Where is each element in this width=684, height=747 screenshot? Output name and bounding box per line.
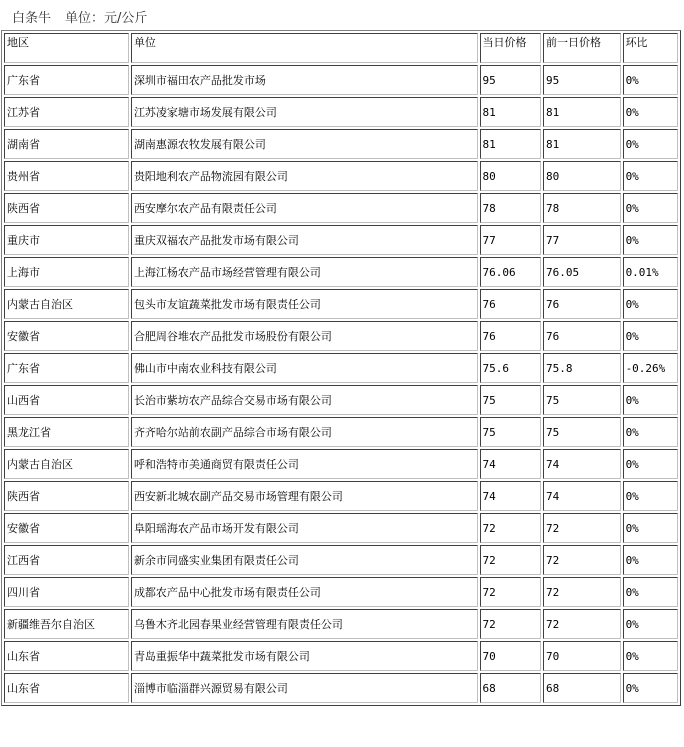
cell-prev-price: 75: [543, 385, 621, 415]
cell-prev-price: 74: [543, 481, 621, 511]
table-caption: [12, 9, 147, 29]
table-row: [4, 257, 678, 287]
cell-today-price: 80: [480, 161, 541, 191]
cell-today-price: 70: [480, 641, 541, 671]
cell-today-price: 75: [480, 417, 541, 447]
header-today-price: 当日价格: [480, 33, 541, 63]
cell-today-price: 81: [480, 97, 541, 127]
cell-unit: 合肥周谷堆农产品批发市场股份有限公司: [131, 321, 478, 351]
cell-prev-price: 80: [543, 161, 621, 191]
table-row: [4, 609, 678, 639]
table-row: [4, 321, 678, 351]
cell-change: 0%: [623, 161, 678, 191]
cell-change: 0%: [623, 545, 678, 575]
cell-unit: 齐齐哈尔站前农副产品综合市场有限公司: [131, 417, 478, 447]
cell-change: 0%: [623, 641, 678, 671]
cell-region: 湖南省: [4, 129, 129, 159]
cell-today-price: 76: [480, 321, 541, 351]
cell-unit: 包头市友谊蔬菜批发市场有限责任公司: [131, 289, 478, 319]
cell-unit: 阜阳瑶海农产品市场开发有限公司: [131, 513, 478, 543]
cell-region: 江西省: [4, 545, 129, 575]
price-table: [1, 30, 681, 706]
cell-change: 0%: [623, 577, 678, 607]
header-prev-price: 前一日价格: [543, 33, 621, 63]
cell-prev-price: 72: [543, 545, 621, 575]
cell-today-price: 72: [480, 577, 541, 607]
table-row: [4, 193, 678, 223]
cell-region: 新疆维吾尔自治区: [4, 609, 129, 639]
cell-today-price: 95: [480, 65, 541, 95]
header-unit: 单位: [131, 33, 478, 63]
cell-prev-price: 68: [543, 673, 621, 703]
cell-today-price: 76: [480, 289, 541, 319]
cell-change: 0%: [623, 449, 678, 479]
cell-prev-price: 75.8: [543, 353, 621, 383]
table-row: [4, 161, 678, 191]
cell-region: 内蒙古自治区: [4, 449, 129, 479]
cell-prev-price: 76: [543, 289, 621, 319]
header-region: 地区: [4, 33, 129, 63]
cell-unit: 淄博市临淄群兴源贸易有限公司: [131, 673, 478, 703]
cell-prev-price: 76: [543, 321, 621, 351]
cell-change: 0%: [623, 513, 678, 543]
cell-region: 山东省: [4, 673, 129, 703]
cell-today-price: 74: [480, 449, 541, 479]
cell-unit: 乌鲁木齐北园春果业经营管理有限责任公司: [131, 609, 478, 639]
table-row: [4, 65, 678, 95]
cell-prev-price: 81: [543, 97, 621, 127]
cell-today-price: 78: [480, 193, 541, 223]
cell-change: 0.01%: [623, 257, 678, 287]
cell-today-price: 75.6: [480, 353, 541, 383]
header-row: [4, 33, 678, 63]
cell-change: 0%: [623, 97, 678, 127]
cell-today-price: 68: [480, 673, 541, 703]
table-row: [4, 129, 678, 159]
cell-region: 贵州省: [4, 161, 129, 191]
table-row: [4, 353, 678, 383]
cell-region: 黑龙江省: [4, 417, 129, 447]
product-name: 白条牛: [12, 11, 52, 26]
cell-prev-price: 81: [543, 129, 621, 159]
table-row: [4, 449, 678, 479]
cell-unit: 佛山市中南农业科技有限公司: [131, 353, 478, 383]
cell-unit: 贵阳地利农产品物流园有限公司: [131, 161, 478, 191]
cell-region: 陕西省: [4, 193, 129, 223]
cell-unit: 青岛重振华中蔬菜批发市场有限公司: [131, 641, 478, 671]
table-row: [4, 545, 678, 575]
cell-change: 0%: [623, 385, 678, 415]
cell-unit: 深圳市福田农产品批发市场: [131, 65, 478, 95]
cell-region: 内蒙古自治区: [4, 289, 129, 319]
header-change: 环比: [623, 33, 678, 63]
cell-unit: 西安新北城农副产品交易市场管理有限公司: [131, 481, 478, 511]
cell-prev-price: 76.05: [543, 257, 621, 287]
cell-unit: 长治市紫坊农产品综合交易市场有限公司: [131, 385, 478, 415]
cell-change: 0%: [623, 673, 678, 703]
cell-today-price: 72: [480, 545, 541, 575]
cell-prev-price: 74: [543, 449, 621, 479]
cell-change: 0%: [623, 225, 678, 255]
cell-today-price: 72: [480, 609, 541, 639]
cell-prev-price: 77: [543, 225, 621, 255]
cell-unit: 西安摩尔农产品有限责任公司: [131, 193, 478, 223]
cell-unit: 江苏凌家塘市场发展有限公司: [131, 97, 478, 127]
table-row: [4, 417, 678, 447]
cell-region: 广东省: [4, 353, 129, 383]
cell-region: 江苏省: [4, 97, 129, 127]
table-row: [4, 641, 678, 671]
table-row: [4, 481, 678, 511]
cell-change: 0%: [623, 481, 678, 511]
cell-prev-price: 78: [543, 193, 621, 223]
cell-today-price: 81: [480, 129, 541, 159]
table-row: [4, 289, 678, 319]
cell-today-price: 74: [480, 481, 541, 511]
table-row: [4, 225, 678, 255]
unit-label: 单位：元/公斤: [65, 11, 148, 26]
cell-unit: 上海江杨农产品市场经营管理有限公司: [131, 257, 478, 287]
table-row: [4, 97, 678, 127]
cell-today-price: 72: [480, 513, 541, 543]
table-row: [4, 673, 678, 703]
cell-prev-price: 72: [543, 577, 621, 607]
cell-region: 上海市: [4, 257, 129, 287]
cell-today-price: 77: [480, 225, 541, 255]
cell-change: -0.26%: [623, 353, 678, 383]
cell-change: 0%: [623, 129, 678, 159]
cell-change: 0%: [623, 193, 678, 223]
cell-region: 重庆市: [4, 225, 129, 255]
cell-unit: 湖南惠源农牧发展有限公司: [131, 129, 478, 159]
cell-unit: 新余市同盛实业集团有限责任公司: [131, 545, 478, 575]
cell-prev-price: 95: [543, 65, 621, 95]
cell-prev-price: 70: [543, 641, 621, 671]
cell-unit: 重庆双福农产品批发市场有限公司: [131, 225, 478, 255]
cell-region: 广东省: [4, 65, 129, 95]
cell-prev-price: 72: [543, 609, 621, 639]
cell-region: 四川省: [4, 577, 129, 607]
cell-prev-price: 75: [543, 417, 621, 447]
cell-region: 安徽省: [4, 321, 129, 351]
cell-region: 安徽省: [4, 513, 129, 543]
cell-change: 0%: [623, 609, 678, 639]
table-row: [4, 385, 678, 415]
cell-change: 0%: [623, 321, 678, 351]
cell-change: 0%: [623, 417, 678, 447]
cell-region: 山东省: [4, 641, 129, 671]
cell-unit: 呼和浩特市美通商贸有限责任公司: [131, 449, 478, 479]
cell-today-price: 75: [480, 385, 541, 415]
cell-prev-price: 72: [543, 513, 621, 543]
cell-change: 0%: [623, 65, 678, 95]
table-row: [4, 577, 678, 607]
cell-today-price: 76.06: [480, 257, 541, 287]
cell-region: 山西省: [4, 385, 129, 415]
cell-region: 陕西省: [4, 481, 129, 511]
cell-unit: 成都农产品中心批发市场有限责任公司: [131, 577, 478, 607]
table-row: [4, 513, 678, 543]
cell-change: 0%: [623, 289, 678, 319]
